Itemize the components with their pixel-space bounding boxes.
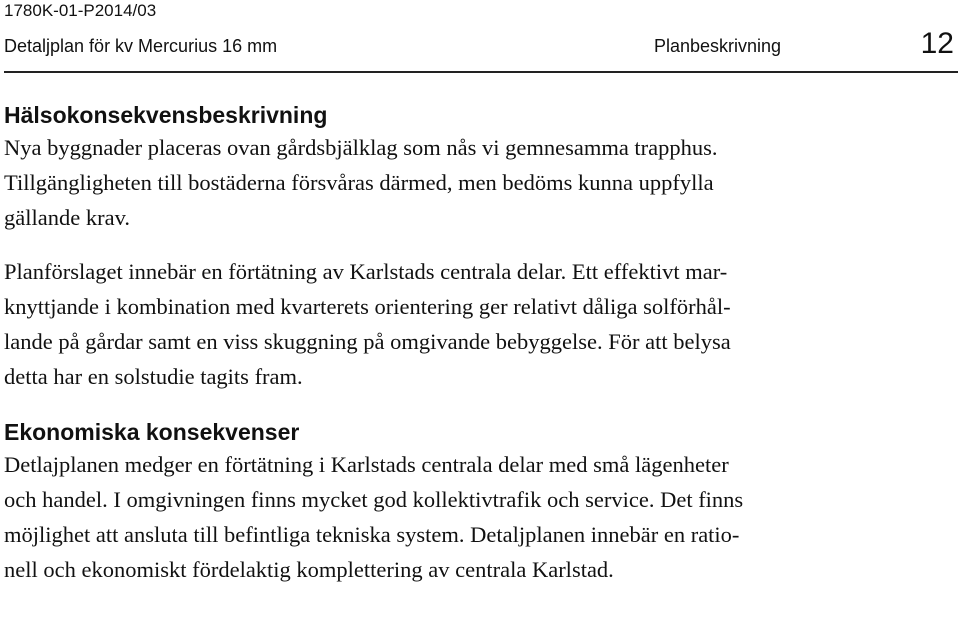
header-divider [4,71,958,73]
page-number: 12 [920,27,954,60]
text-line: Nya byggnader placeras ovan gårdsbjälklag som nås vi gemnesamma trapphus. [4,135,718,160]
document-id: 1780K-01-P2014/03 [4,1,157,20]
section-heading: Ekonomiska konsekvenser [4,419,300,445]
text-line: Tillgängligheten till bostäderna försvåras därmed, men bedöms kunna uppfylla [4,170,714,195]
paragraph [4,447,944,587]
text-line: nell och ekonomiskt fördelaktig komplettering av centrala Karlstad. [4,557,614,582]
page-content [4,100,944,587]
paragraph [4,130,944,235]
section-heading: Hälsokonsekvensbeskrivning [4,102,328,128]
running-header [4,24,954,68]
text-line: lande på gårdar samt en viss skuggning på omgivande bebyggelse. För att belysa [4,329,731,354]
text-line: Planförslaget innebär en förtätning av Karlstads centrala delar. Ett effektivt mar- [4,259,728,284]
section-label: Planbeskrivning [654,36,782,56]
text-line: gällande krav. [4,205,130,230]
text-line: och handel. I omgivningen finns mycket god kollektivtrafik och service. Det finns [4,487,744,512]
text-line: knyttjande i kombination med kvarterets orientering ger relativt dåliga solförhål- [4,294,731,319]
text-line: Detlajplanen medger en förtätning i Karlstads centrala delar med små lägenheter [4,452,729,477]
document-title: Detaljplan för kv Mercurius 16 mm [4,36,278,56]
section-health-impact [4,100,944,394]
section-economic-impact [4,417,944,587]
text-line: detta har en solstudie tagits fram. [4,364,303,389]
paragraph [4,254,944,394]
text-line: möjlighet att ansluta till befintliga tekniska system. Detaljplanen innebär en ratio- [4,522,740,547]
